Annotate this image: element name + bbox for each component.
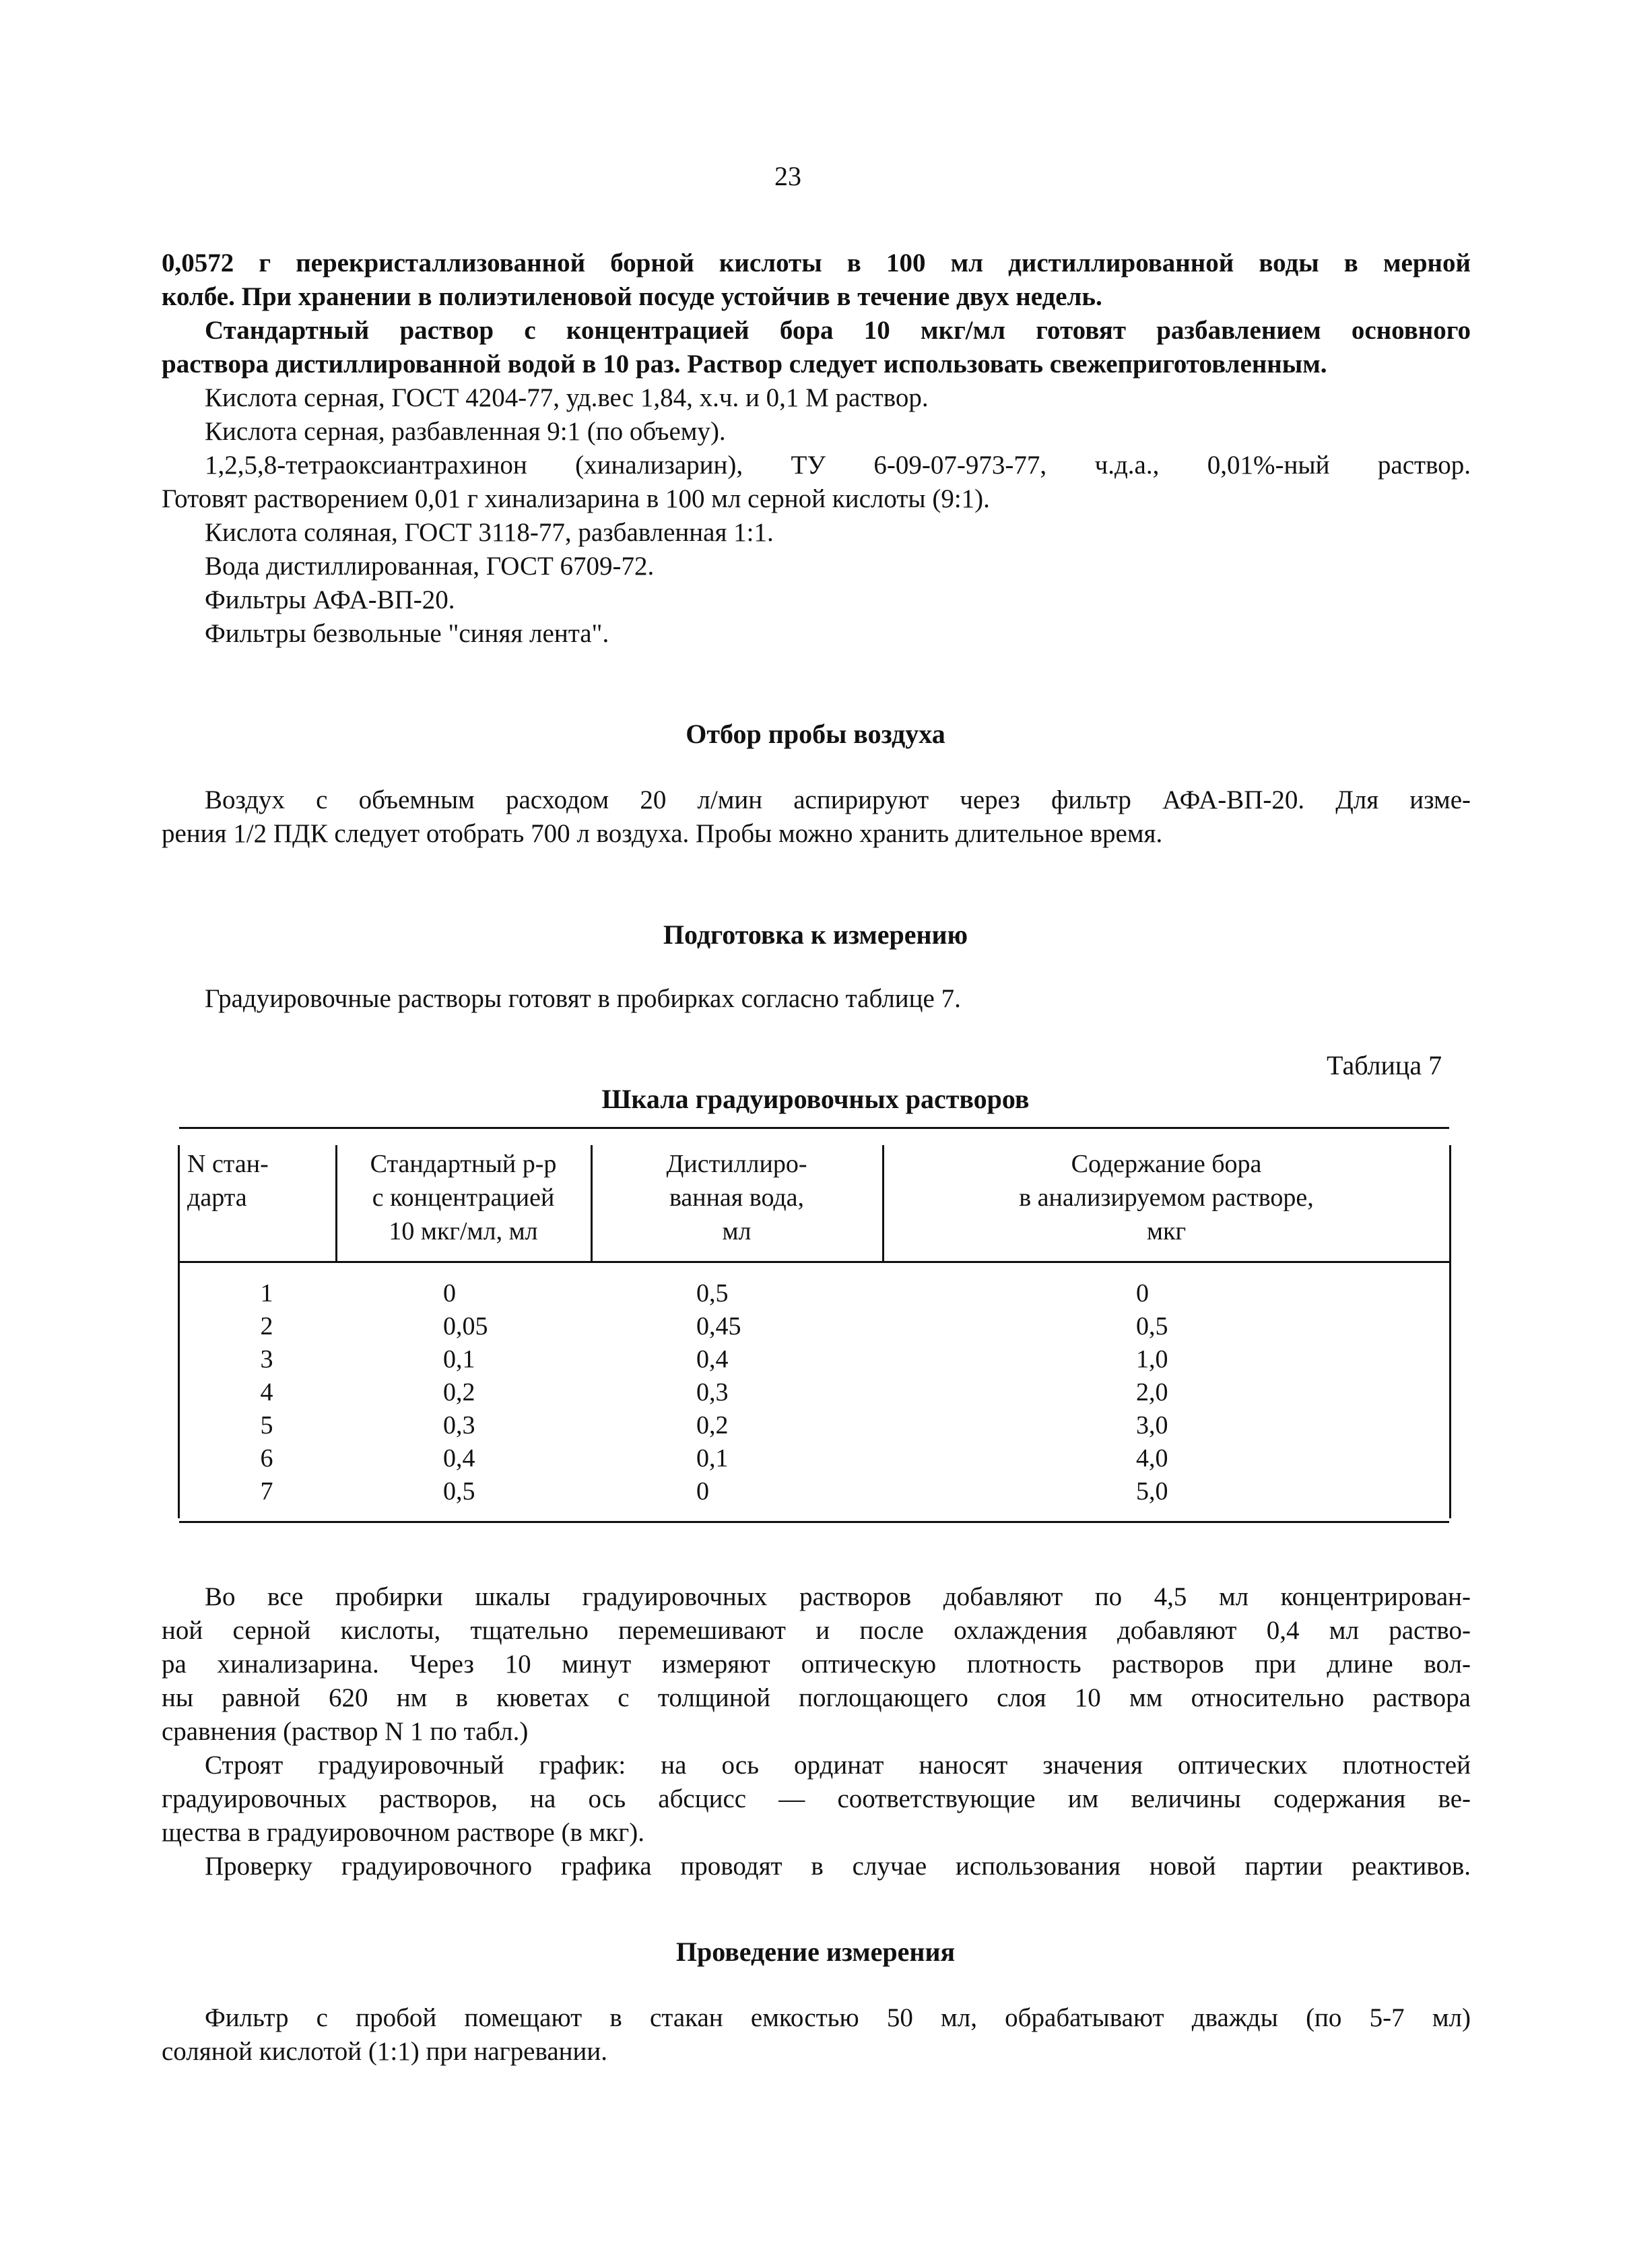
table-cell: 0,5 [696, 1279, 729, 1307]
table-cell: 4,0 [1136, 1444, 1168, 1472]
table-header-rule [179, 1261, 1449, 1263]
table-cell: 2,0 [1136, 1378, 1168, 1406]
table-header-distilled-water [593, 1147, 880, 1248]
paragraph-line: Фильтры АФА-ВП-20. [205, 585, 455, 614]
table-cell: 0,2 [696, 1411, 729, 1439]
table-header-standard-solution [338, 1147, 589, 1248]
header-line: дарта [187, 1184, 247, 1212]
calibration-text [162, 1580, 1471, 1883]
paragraph-line: Кислота серная, разбавленная 9:1 (по объему). [205, 417, 726, 446]
table-cell: 3 [260, 1345, 273, 1373]
table-cell: 0,45 [696, 1312, 741, 1340]
header-line: N стан- [187, 1150, 269, 1178]
table-cell: 2 [260, 1312, 273, 1340]
paragraph-line: 1,2,5,8-тетраоксиантрахинон (хинализарин), ТУ 6-09-07-973-77, ч.д.а., 0,01%-ный раствор. [205, 451, 1471, 480]
table-cell: 5,0 [1136, 1477, 1168, 1505]
table-label: Таблица 7 [1327, 1050, 1442, 1080]
paragraph-line: ра хинализарина. Через 10 минут измеряют оптическую плотность растворов при длине вол- [162, 1650, 1471, 1679]
section-heading-preparation: Подготовка к измерению [663, 919, 968, 950]
paragraph-line: 0,0572 г перекристаллизованной борной кислоты в 100 мл дистиллированной воды в мерной [162, 249, 1471, 278]
paragraph-line: Воздух с объемным расходом 20 л/мин аспирируют через фильтр АФА-ВП-20. Для изме- [205, 785, 1471, 814]
table-cell: 0,3 [696, 1378, 729, 1406]
table-cell: 1,0 [1136, 1345, 1168, 1373]
paragraph-line: ны равной 620 нм в кюветах с толщиной поглощающего слоя 10 мм относительно раствора [162, 1683, 1471, 1712]
table-bottom-rule [179, 1521, 1449, 1523]
table-cell: 0,5 [1136, 1312, 1168, 1340]
table-cell: 0,1 [696, 1444, 729, 1472]
page-number: 23 [774, 161, 801, 191]
paragraph-line: щества в градуировочном растворе (в мкг). [162, 1818, 645, 1847]
table-vertical-rule [178, 1145, 180, 1518]
table-cell: 0 [696, 1477, 709, 1505]
table-cell: 7 [260, 1477, 273, 1505]
column-standard-solution [443, 1277, 578, 1508]
paragraph-line: ной серной кислоты, тщательно перемешивают и после охлаждения добавляют 0,4 мл раство- [162, 1616, 1471, 1645]
table-vertical-rule [882, 1145, 884, 1261]
paragraph-line: Во все пробирки шкалы градуировочных растворов добавляют по 4,5 мл концентрирован- [205, 1582, 1471, 1611]
table-cell: 0,1 [443, 1345, 475, 1373]
table-cell: 0,4 [443, 1444, 475, 1472]
column-standard-no [240, 1277, 294, 1508]
table-cell: 0 [443, 1279, 456, 1307]
paragraph-line: Готовят растворением 0,01 г хинализарина в 100 мл серной кислоты (9:1). [162, 484, 990, 513]
header-line: мл [722, 1217, 752, 1245]
paragraph-line: Вода дистиллированная, ГОСТ 6709-72. [205, 552, 655, 581]
section-heading-measurement: Проведение измерения [675, 1937, 956, 1967]
sampling-text [162, 783, 1471, 851]
header-line: Стандартный р-р [370, 1150, 557, 1178]
paragraph-line: соляной кислотой (1:1) при нагревании. [162, 2037, 608, 2066]
paragraph-line: Фильтр с пробой помещают в стакан емкостью 50 мл, обрабатывают дважды (по 5-7 мл) [205, 2003, 1471, 2032]
paragraph-line: колбе. При хранении в полиэтиленовой посуде устойчив в течение двух недель. [162, 282, 1102, 311]
table-cell: 6 [260, 1444, 273, 1472]
section-heading-sampling: Отбор пробы воздуха [686, 719, 945, 749]
paragraph-line: Проверку градуировочного графика проводят в случае использования новой партии реактивов. [205, 1852, 1471, 1881]
preparation-text: Градуировочные растворы готовят в пробирках согласно таблице 7. [205, 984, 961, 1013]
table-header-standard-no [182, 1147, 322, 1214]
header-line: мкг [1146, 1217, 1187, 1245]
header-line: Содержание бора [1071, 1150, 1262, 1178]
paragraph-line: Кислота соляная, ГОСТ 3118-77, разбавленная 1:1. [205, 518, 774, 547]
paragraph-line: раствора дистиллированной водой в 10 раз. Раствор следует использовать свежеприготовленным. [162, 350, 1327, 379]
paragraph-line: градуировочных растворов, на ось абсцисс — соответствующие им величины содержания ве- [162, 1784, 1471, 1813]
table-cell: 1 [260, 1279, 273, 1307]
table-vertical-rule [591, 1145, 593, 1261]
table-header-boron-content [885, 1147, 1448, 1248]
header-line: 10 мкг/мл, мл [389, 1217, 538, 1245]
intro-text [162, 247, 1471, 651]
column-boron-content [1136, 1277, 1271, 1508]
paragraph-line: рения 1/2 ПДК следует отобрать 700 л воздуха. Пробы можно хранить длительное время. [162, 819, 1163, 848]
table-vertical-rule [1449, 1145, 1451, 1518]
table-cell: 0,2 [443, 1378, 475, 1406]
table-cell: 0,4 [696, 1345, 729, 1373]
paragraph-line: Строят градуировочный график: на ось ординат наносят значения оптических плотностей [205, 1751, 1471, 1780]
paragraph-line: сравнения (раствор N 1 по табл.) [162, 1717, 529, 1746]
paragraph-line: Стандартный раствор с концентрацией бора 10 мкг/мл готовят разбавлением основного [205, 316, 1471, 345]
paragraph-line: Кислота серная, ГОСТ 4204-77, уд.вес 1,84, х.ч. и 0,1 М раствор. [205, 383, 929, 412]
paragraph-line: Фильтры безвольные "синяя лента". [205, 619, 609, 648]
table-top-rule [179, 1127, 1449, 1129]
table-title: Шкала градуировочных растворов [601, 1084, 1030, 1114]
table-cell: 3,0 [1136, 1411, 1168, 1439]
table-cell: 4 [260, 1378, 273, 1406]
table-cell: 0,3 [443, 1411, 475, 1439]
header-line: в анализируемом растворе, [1019, 1184, 1314, 1212]
table-cell: 0 [1136, 1279, 1149, 1307]
header-line: Дистиллиро- [666, 1150, 807, 1178]
table-cell: 0,5 [443, 1477, 475, 1505]
table-cell: 0,05 [443, 1312, 488, 1340]
table-vertical-rule [335, 1145, 337, 1261]
header-line: ванная вода, [669, 1184, 805, 1212]
column-distilled-water [696, 1277, 831, 1508]
header-line: с концентрацией [372, 1184, 555, 1212]
measurement-text [162, 2001, 1471, 2069]
table-cell: 5 [260, 1411, 273, 1439]
